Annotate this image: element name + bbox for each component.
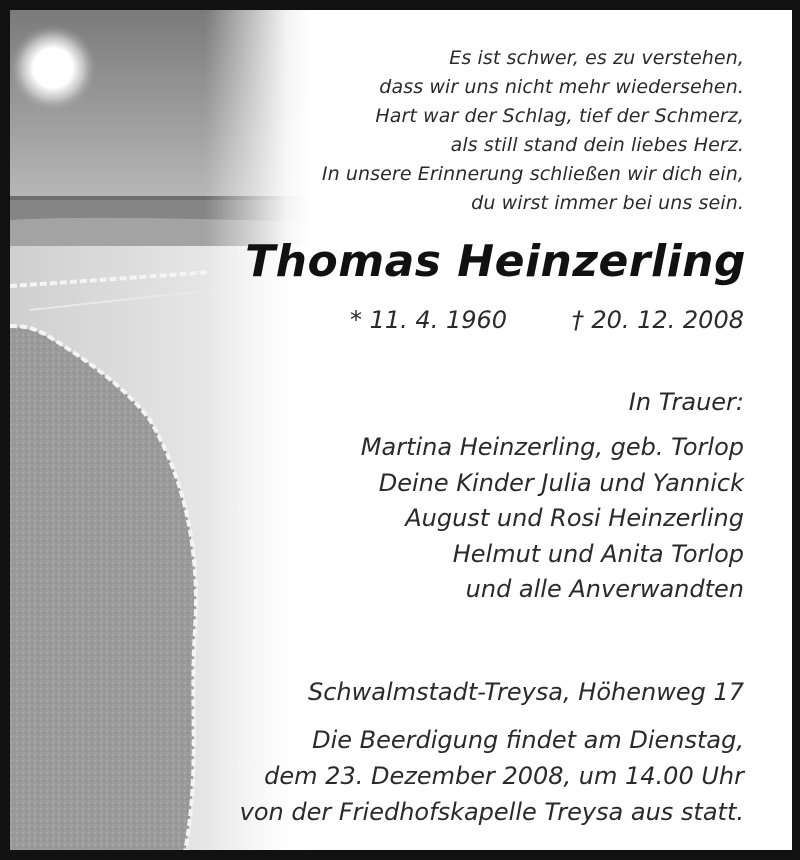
address: Schwalmstadt-Treysa, Höhenweg 17 (307, 678, 744, 706)
death-date: † 20. 12. 2008 (571, 306, 744, 334)
mourners-list (361, 430, 744, 608)
mourner: Deine Kinder Julia und Yannick (378, 468, 744, 497)
birth-date: * 11. 4. 1960 (350, 306, 508, 334)
mourning-label: In Trauer: (628, 388, 744, 416)
mourner: Helmut und Anita Torlop (452, 539, 744, 568)
mourner: und alle Anverwandten (465, 575, 744, 603)
funeral-line: von der Friedhofskapelle Treysa aus statt. (239, 798, 744, 826)
funeral-line: dem 23. Dezember 2008, um 14.00 Uhr (264, 762, 744, 790)
mourner: August und Rosi Heinzerling (405, 504, 744, 532)
poem (322, 44, 744, 218)
life-dates (330, 302, 744, 338)
poem-line: In unsere Erinnerung schließen wir dich ein, (321, 163, 744, 185)
mourner: Martina Heinzerling, geb. Torlop (360, 433, 744, 461)
deceased-name: Thomas Heinzerling (245, 236, 746, 287)
poem-line: dass wir uns nicht mehr wiedersehen. (379, 76, 744, 98)
poem-line: du wirst immer bei uns sein. (471, 192, 744, 214)
funeral-line: Die Beerdigung findet am Dienstag, (312, 726, 744, 754)
poem-line: als still stand dein liebes Herz. (450, 134, 744, 156)
funeral-info (240, 722, 744, 830)
poem-line: Hart war der Schlag, tief der Schmerz, (375, 105, 744, 127)
poem-line: Es ist schwer, es zu verstehen, (449, 47, 744, 69)
